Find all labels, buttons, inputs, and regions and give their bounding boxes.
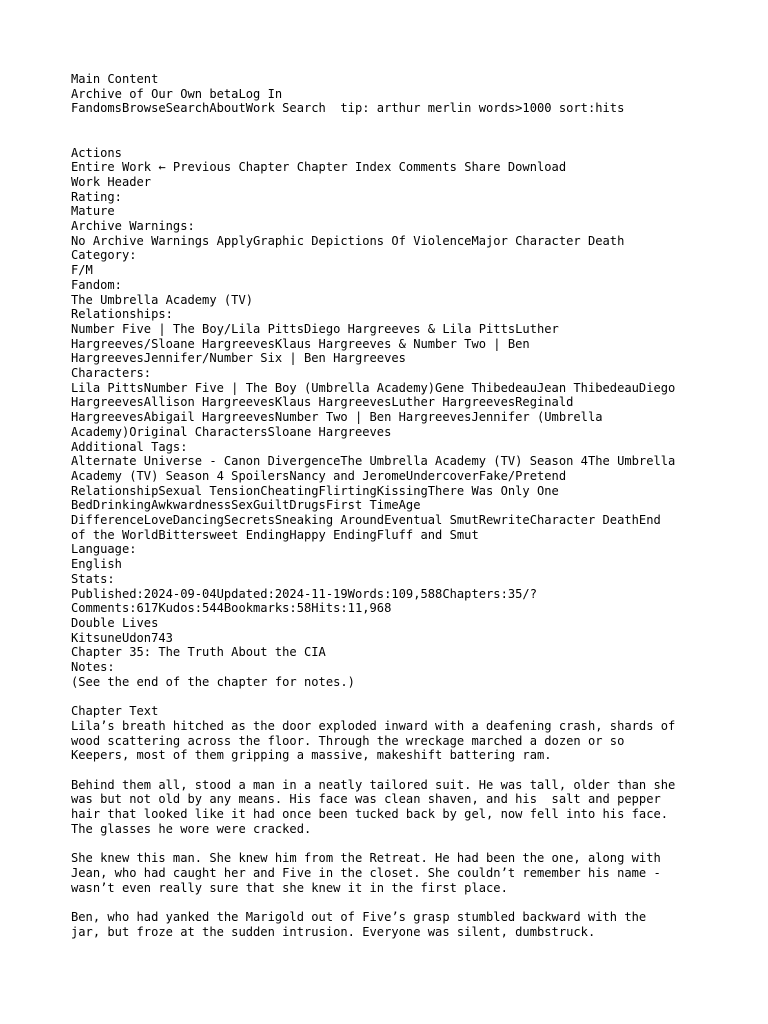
work-title: Double Lives	[71, 616, 159, 630]
skip-to-main-content-link[interactable]: Main Content	[71, 72, 159, 86]
actions-bar	[71, 160, 711, 175]
chapter-index-link[interactable]: Chapter Index	[296, 160, 392, 175]
category-label: Category:	[71, 248, 137, 263]
chapter-text-line: wood scattering across the floor. Through the wreckage marched a dozen or so	[71, 733, 625, 748]
spacer	[71, 837, 711, 852]
actions-heading: Actions	[71, 145, 122, 160]
characters-tags-line[interactable]: Academy)Original CharactersSloane Hargreeves	[71, 424, 392, 439]
nav-browse-link[interactable]: Browse	[121, 101, 166, 116]
rating-label: Rating:	[71, 189, 122, 204]
additional-tags-line[interactable]: Alternate Universe - Canon DivergenceThe Umbrella Academy (TV) Season 4The Umbrella	[71, 454, 676, 469]
chapter-text-line: She knew this man. She knew him from the Retreat. He had been the one, along with	[71, 851, 661, 866]
notes-end-link[interactable]: (See the end of the chapter for notes.)	[71, 674, 355, 689]
additional-tags-line[interactable]: RelationshipSexual TensionCheatingFlirtingKissingThere Was Only One	[71, 483, 559, 498]
primary-nav	[71, 101, 711, 116]
login-link[interactable]: Log In	[238, 86, 283, 101]
author-link[interactable]: KitsuneUdon743	[71, 630, 173, 645]
stats-label: Stats:	[71, 571, 115, 586]
warnings-label: Archive Warnings:	[71, 219, 195, 234]
chapter-title: Chapter 35: The Truth About the CIA	[71, 645, 326, 660]
chapter-text-line: Lila’s breath hitched as the door exploded inward with a deafening crash, shards of	[71, 718, 676, 733]
stats-line: Comments:617Kudos:544Bookmarks:58Hits:11,968	[71, 601, 392, 616]
characters-label: Characters:	[71, 366, 152, 381]
chapter-text-heading: Chapter Text	[71, 704, 159, 719]
notes-label: Notes:	[71, 660, 115, 675]
work-header-heading: Work Header	[71, 174, 152, 189]
chapter-text-line: Behind them all, stood a man in a neatly tailored suit. He was tall, older than she	[71, 777, 676, 792]
site-title-link[interactable]: Archive of Our Own beta	[71, 86, 239, 101]
page-content	[71, 72, 711, 939]
download-link[interactable]: Download	[507, 160, 567, 175]
additional-tags-label: Additional Tags:	[71, 439, 188, 454]
chapter-text-line: was but not old by any means. His face was clean shaven, and his salt and pepper	[71, 792, 661, 807]
relationships-label: Relationships:	[71, 307, 173, 322]
fandom-label: Fandom:	[71, 277, 122, 292]
additional-tags-line[interactable]: Academy (TV) Season 4 SpoilersNancy and JeromeUndercoverFake/Pretend	[71, 468, 567, 483]
relationships-tags-line[interactable]: Hargreeves/Sloane HargreevesKlaus Hargreeves & Number Two | Ben	[71, 336, 530, 351]
nav-fandoms-link[interactable]: Fandoms	[71, 101, 122, 116]
chapter-text-line: hair that looked like it had once been tucked back by gel, now fell into his face.	[71, 807, 669, 822]
chapter-text-line: wasn’t even really sure that she knew it in the first place.	[71, 880, 508, 895]
warnings-tags[interactable]: No Archive Warnings ApplyGraphic Depictions Of ViolenceMajor Character Death	[71, 233, 625, 248]
category-tag-link[interactable]: F/M	[71, 263, 93, 278]
fandom-tag-link[interactable]: The Umbrella Academy (TV)	[71, 292, 254, 307]
spacer	[71, 690, 711, 705]
characters-tags-line[interactable]: HargreevesAllison HargreevesKlaus HargreevesLuther HargreevesReginald	[71, 395, 574, 410]
characters-tags-line[interactable]: Lila PittsNumber Five | The Boy (Umbrella Academy)Gene ThibedeauJean ThibedeauDiego	[71, 380, 676, 395]
relationships-tags-line[interactable]: HargreevesJennifer/Number Six | Ben Hargreeves	[71, 351, 406, 366]
search-tip: tip: arthur merlin words>1000 sort:hits	[340, 101, 625, 116]
chapter-text-line: Jean, who had caught her and Five in the closet. She couldn’t remember his name -	[71, 865, 661, 880]
additional-tags-line[interactable]: DifferenceLoveDancingSecretsSneaking AroundEventual SmutRewriteCharacter DeathEnd	[71, 513, 661, 528]
chapter-text-line: Ben, who had yanked the Marigold out of Five’s grasp stumbled backward with the	[71, 910, 647, 924]
spacer	[71, 116, 711, 145]
chapter-text-line: jar, but froze at the sudden intrusion. Everyone was silent, dumbstruck.	[71, 924, 596, 939]
share-link[interactable]: Share	[464, 160, 501, 175]
previous-chapter-link[interactable]: ← Previous Chapter	[158, 160, 290, 175]
spacer	[71, 895, 711, 910]
chapter-text-line: The glasses he wore were cracked.	[71, 821, 312, 836]
entire-work-link[interactable]: Entire Work	[71, 160, 152, 175]
language-value: English	[71, 557, 122, 572]
chapter-text-line: Keepers, most of them gripping a massive, makeshift battering ram.	[71, 748, 552, 763]
relationships-tags-line[interactable]: Number Five | The Boy/Lila PittsDiego Hargreeves & Lila PittsLuther	[71, 321, 559, 336]
site-header-line	[71, 87, 711, 102]
language-label: Language:	[71, 542, 137, 557]
characters-tags-line[interactable]: HargreevesAbigail HargreevesNumber Two | Ben HargreevesJennifer (Umbrella	[71, 410, 603, 425]
nav-about-link[interactable]: About	[209, 101, 246, 116]
stats-line: Published:2024-09-04Updated:2024-11-19Words:109,588Chapters:35/?	[71, 586, 537, 601]
comments-link[interactable]: Comments	[398, 160, 457, 175]
additional-tags-line[interactable]: BedDrinkingAwkwardnessSexGuiltDrugsFirst TimeAge	[71, 498, 421, 513]
work-search-label: Work Search	[245, 101, 326, 116]
additional-tags-line[interactable]: of the WorldBittersweet EndingHappy EndingFluff and Smut	[71, 527, 479, 542]
nav-search-link[interactable]: Search	[165, 101, 210, 116]
rating-tag-link[interactable]: Mature	[71, 204, 115, 219]
spacer	[71, 763, 711, 778]
